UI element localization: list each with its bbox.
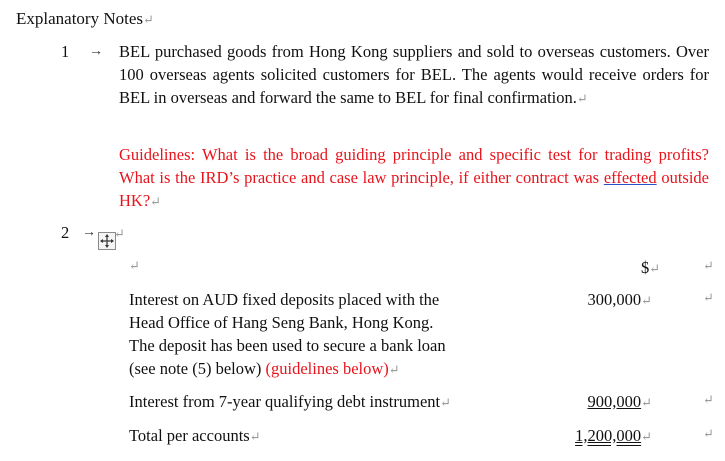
paragraph-mark-icon: ↵ xyxy=(143,12,154,27)
tab-arrow-icon: → xyxy=(82,225,96,240)
underlined-word: effected xyxy=(603,168,657,187)
table-row-label: Interest from 7-year qualifying debt instrument↵ xyxy=(129,392,452,411)
guidelines-link-text: (guidelines below) xyxy=(265,359,389,378)
note-1-text: BEL purchased goods from Hong Kong suppliers and sold to overseas customers. Over 100 overseas agents solicited customers for BEL. The agents would receive orders for BEL in overseas and forward the same to BEL for final confirmation.↵ xyxy=(119,42,709,107)
row-end-mark-icon: ↵ xyxy=(703,258,714,273)
note-1-number: 1 xyxy=(61,42,70,61)
tab-arrow-icon: → xyxy=(89,44,103,59)
table-row-amount: 300,000↵ xyxy=(587,290,652,309)
table-row-label: Total per accounts↵ xyxy=(129,426,261,445)
note-2-number: 2 xyxy=(61,223,70,242)
row-end-mark-icon: ↵ xyxy=(703,392,714,407)
paragraph-mark-icon: ↵ xyxy=(576,91,588,106)
row-end-mark-icon: ↵ xyxy=(703,426,714,441)
paragraph-mark-icon: ↵ xyxy=(150,194,162,209)
table-row-label: Interest on AUD fixed deposits placed with the Head Office of Hang Seng Bank, Hong Kong. The deposit has been used to secure a bank loan (see note (5) below) (guidelines below)↵ xyxy=(129,290,446,378)
document-title: Explanatory Notes↵ xyxy=(16,9,154,28)
cell-mark-icon: ↵ xyxy=(129,258,140,273)
table-row-amount: 900,000↵ xyxy=(587,392,652,411)
cell-mark-icon: ↵ xyxy=(114,226,125,241)
row-end-mark-icon: ↵ xyxy=(703,290,714,305)
table-row-amount: 1,200,000↵ xyxy=(575,426,652,445)
note-1-guidelines: Guidelines: What is the broad guiding principle and specific test for trading profits? What is the IRD’s practice and case law principle, if either contract was effected outside HK?↵ xyxy=(119,145,709,210)
currency-header: $↵ xyxy=(641,258,661,277)
